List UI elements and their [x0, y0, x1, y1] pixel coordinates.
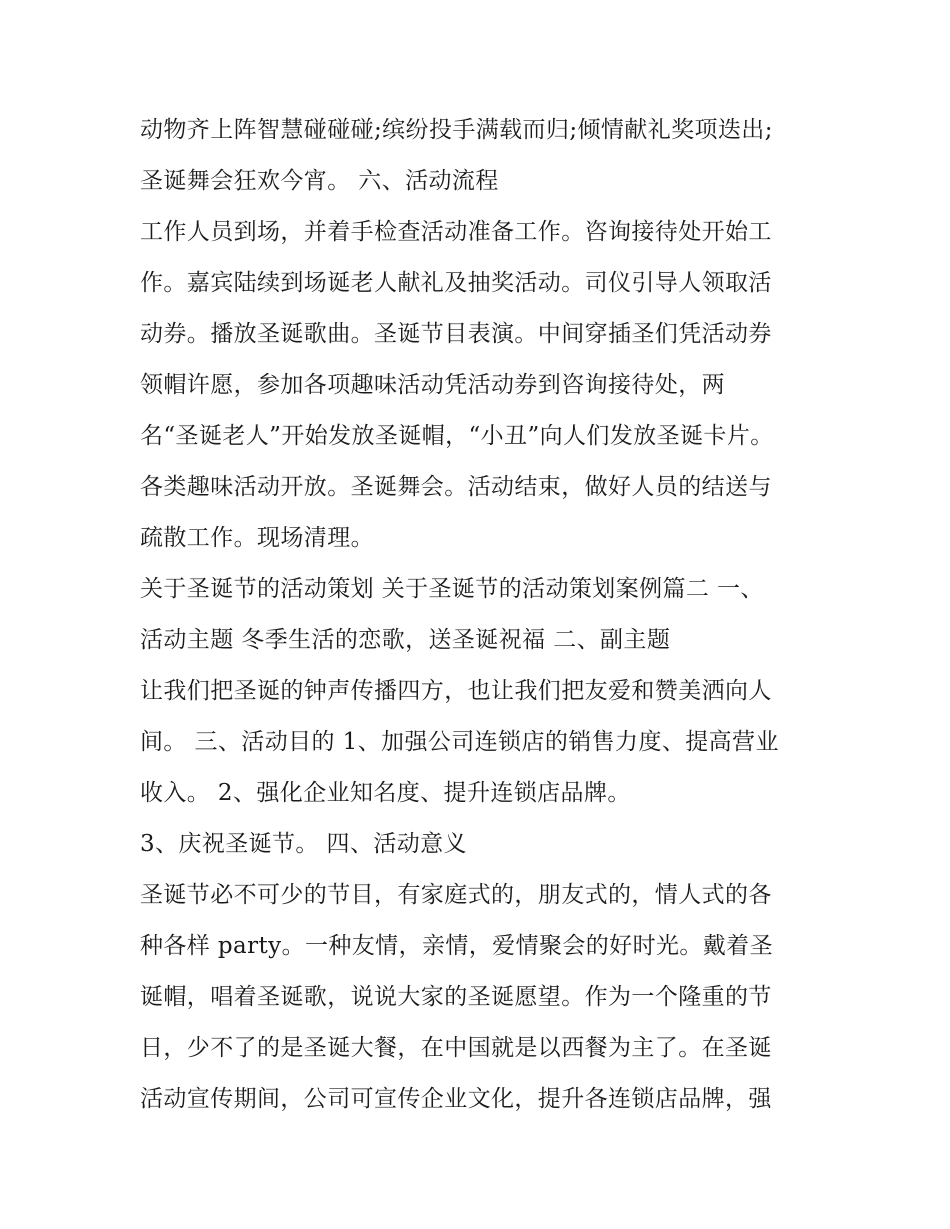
text-line: 圣诞节必不可少的节目，有家庭式的，朋友式的，情人式的各 [140, 882, 772, 908]
text-line: 活动主题 冬季生活的恋歌，送圣诞祝福 二、副主题 [140, 627, 671, 653]
text-line: 种各样 party。一种友情，亲情，爱情聚会的好时光。戴着圣 [140, 933, 773, 959]
text-line: 收入。 2、强化企业知名度、提升连锁店品牌。 [140, 780, 631, 806]
text-line: 日，少不了的是圣诞大餐，在中国就是以西餐为主了。在圣诞 [140, 1035, 772, 1061]
text-line: 动券。播放圣诞歌曲。圣诞节目表演。中间穿插圣们凭活动券 [140, 321, 772, 347]
text-line: 活动宣传期间，公司可宣传企业文化，提升各连锁店品牌，强 [140, 1086, 772, 1112]
text-line: 领帽许愿，参加各项趣味活动凭活动券到咨询接待处，两 [140, 372, 725, 398]
text-line: 工作人员到场，并着手检查活动准备工作。咨询接待处开始工 [140, 219, 772, 245]
text-line: 关于圣诞节的活动策划 关于圣诞节的活动策划案例篇二 一、 [140, 576, 764, 602]
text-line: 3、庆祝圣诞节。 四、活动意义 [140, 831, 467, 857]
text-line: 名“圣诞老人”开始发放圣诞帽，“小丑”向人们发放圣诞卡片。 [140, 423, 774, 449]
text-line: 让我们把圣诞的钟声传播四方，也让我们把友爱和赞美洒向人 [140, 678, 772, 704]
text-line: 各类趣味活动开放。圣诞舞会。活动结束，做好人员的结送与 [140, 474, 772, 500]
body-text [140, 105, 820, 1125]
text-line: 动物齐上阵智慧碰碰碰;缤纷投手满载而归;倾情献礼奖项迭出; [140, 117, 773, 143]
text-line: 间。 三、活动目的 1、加强公司连锁店的销售力度、提高营业 [140, 729, 779, 755]
text-line: 作。嘉宾陆续到场诞老人献礼及抽奖活动。司仪引导人领取活 [140, 270, 772, 296]
text-line: 疏散工作。现场清理。 [140, 525, 374, 551]
text-line: 诞帽，唱着圣诞歌，说说大家的圣诞愿望。作为一个隆重的节 [140, 984, 772, 1010]
text-line: 圣诞舞会狂欢今宵。 六、活动流程 [140, 168, 499, 194]
